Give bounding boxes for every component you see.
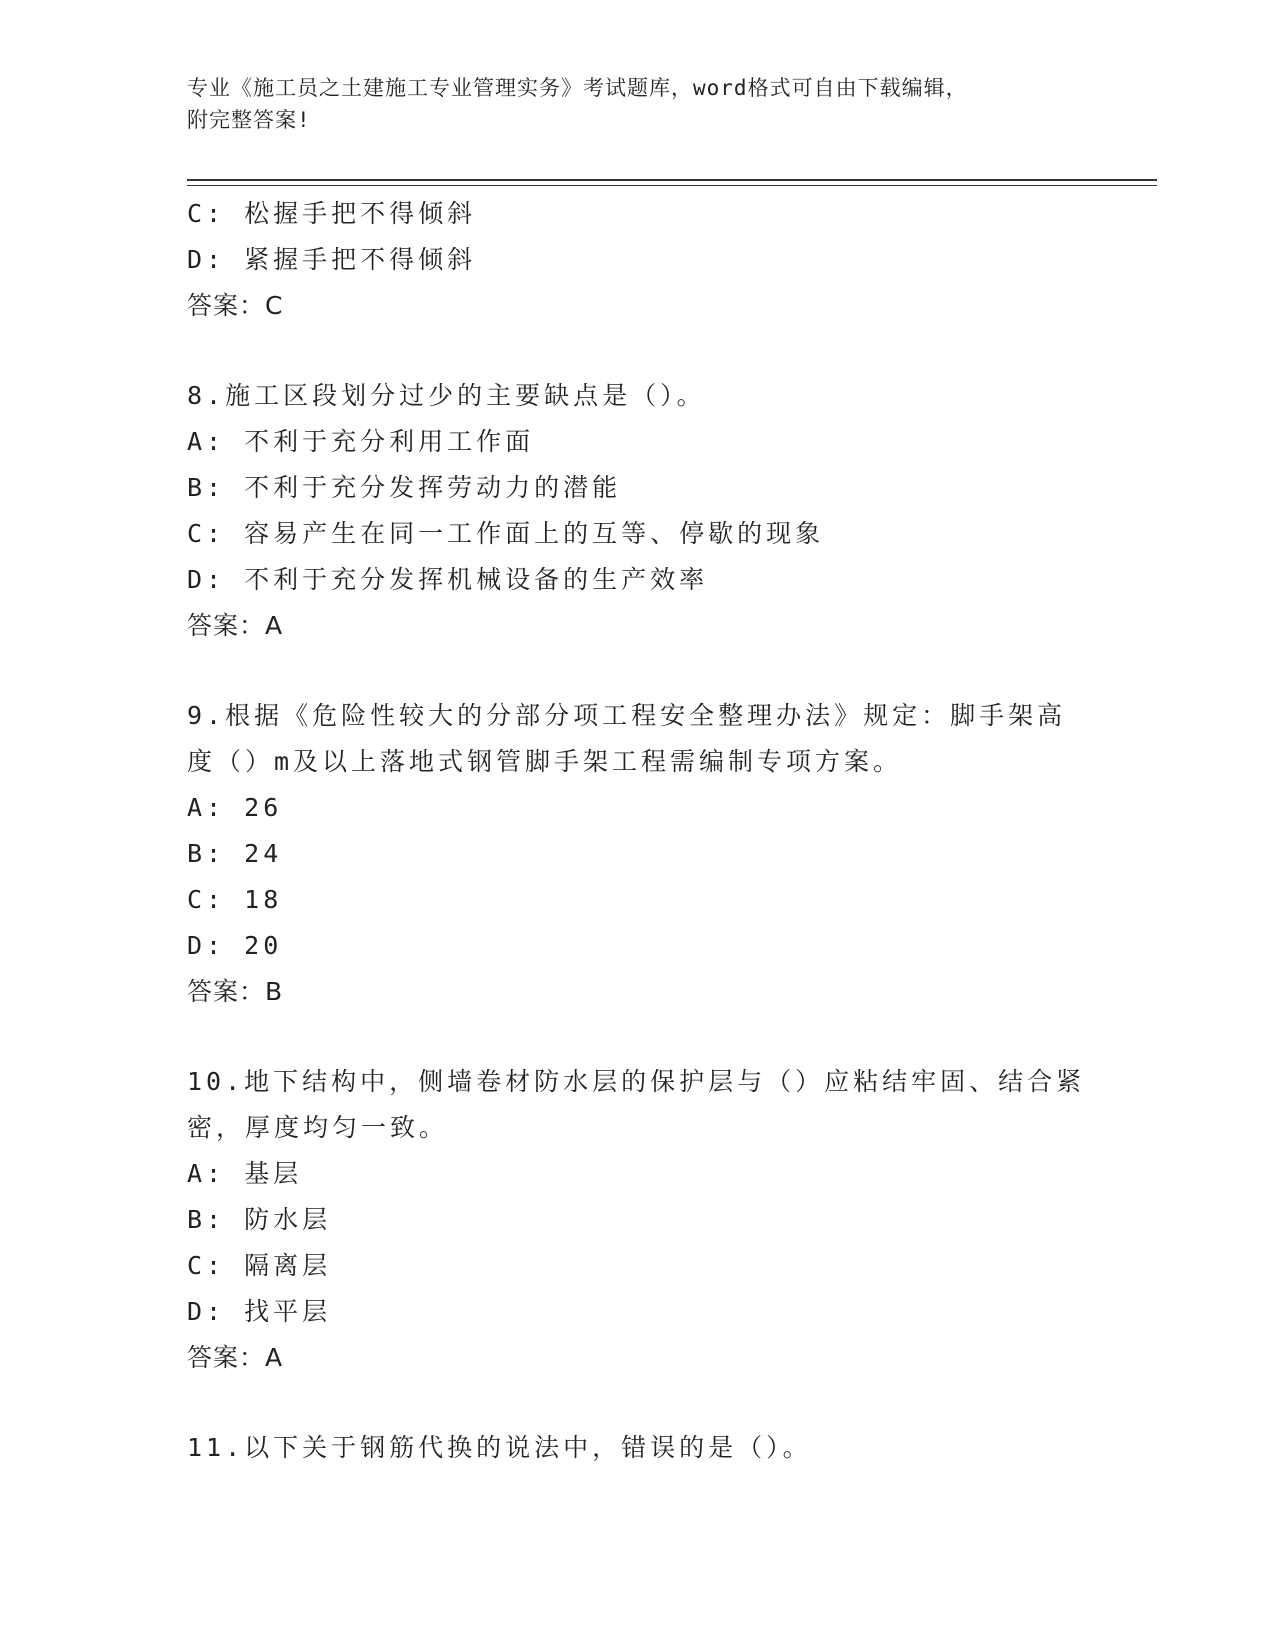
question-10 [187, 1059, 1087, 1381]
option-d: D: 不利于充分发挥机械设备的生产效率 [187, 565, 709, 594]
header-line-1: 专业《施工员之土建施工专业管理实务》考试题库，word格式可自由下载编辑， [187, 76, 968, 100]
option-d: D: 找平层 [187, 1297, 332, 1326]
question-text-line-1: 9.根据《危险性较大的分部分项工程安全整理办法》规定：脚手架高 [187, 701, 1067, 730]
option-a: A: 不利于充分利用工作面 [187, 427, 535, 456]
question-11 [187, 1425, 1087, 1471]
question-text-line-2: 度（）m及以上落地式钢管脚手架工程需编制专项方案。 [187, 747, 903, 776]
option-a: A: 26 [187, 793, 283, 822]
answer-line: 答案：C [187, 291, 284, 320]
option-c: C: 18 [187, 885, 283, 914]
question-8 [187, 373, 1087, 649]
document-header [187, 72, 1087, 136]
header-divider-thin [187, 185, 1157, 186]
answer-line: 答案：A [187, 611, 284, 640]
answer-line: 答案：A [187, 1343, 284, 1372]
header-divider-thick [187, 179, 1157, 181]
spacer [187, 1381, 1087, 1425]
question-text-line-1: 10.地下结构中，侧墙卷材防水层的保护层与（）应粘结牢固、结合紧 [187, 1067, 1086, 1096]
option-c: C: 隔离层 [187, 1251, 332, 1280]
question-list [187, 191, 1087, 1471]
spacer [187, 329, 1087, 373]
question-9 [187, 693, 1087, 1015]
option-a: A: 基层 [187, 1159, 303, 1188]
option-c: C: 容易产生在同一工作面上的互等、停歇的现象 [187, 519, 825, 548]
spacer [187, 1015, 1087, 1059]
option-d: D: 紧握手把不得倾斜 [187, 245, 477, 274]
answer-line: 答案：B [187, 977, 284, 1006]
option-d: D: 20 [187, 931, 283, 960]
question-text-line-2: 密，厚度均匀一致。 [187, 1113, 449, 1142]
spacer [187, 649, 1087, 693]
question-text: 8.施工区段划分过少的主要缺点是（）。 [187, 381, 706, 410]
option-b: B: 24 [187, 839, 283, 868]
prev-question-block [187, 191, 1087, 329]
option-b: B: 不利于充分发挥劳动力的潜能 [187, 473, 622, 502]
question-text: 11.以下关于钢筋代换的说法中，错误的是（）。 [187, 1433, 812, 1462]
header-line-2: 附完整答案! [187, 108, 311, 132]
option-b: B: 防水层 [187, 1205, 332, 1234]
option-c: C: 松握手把不得倾斜 [187, 199, 477, 228]
